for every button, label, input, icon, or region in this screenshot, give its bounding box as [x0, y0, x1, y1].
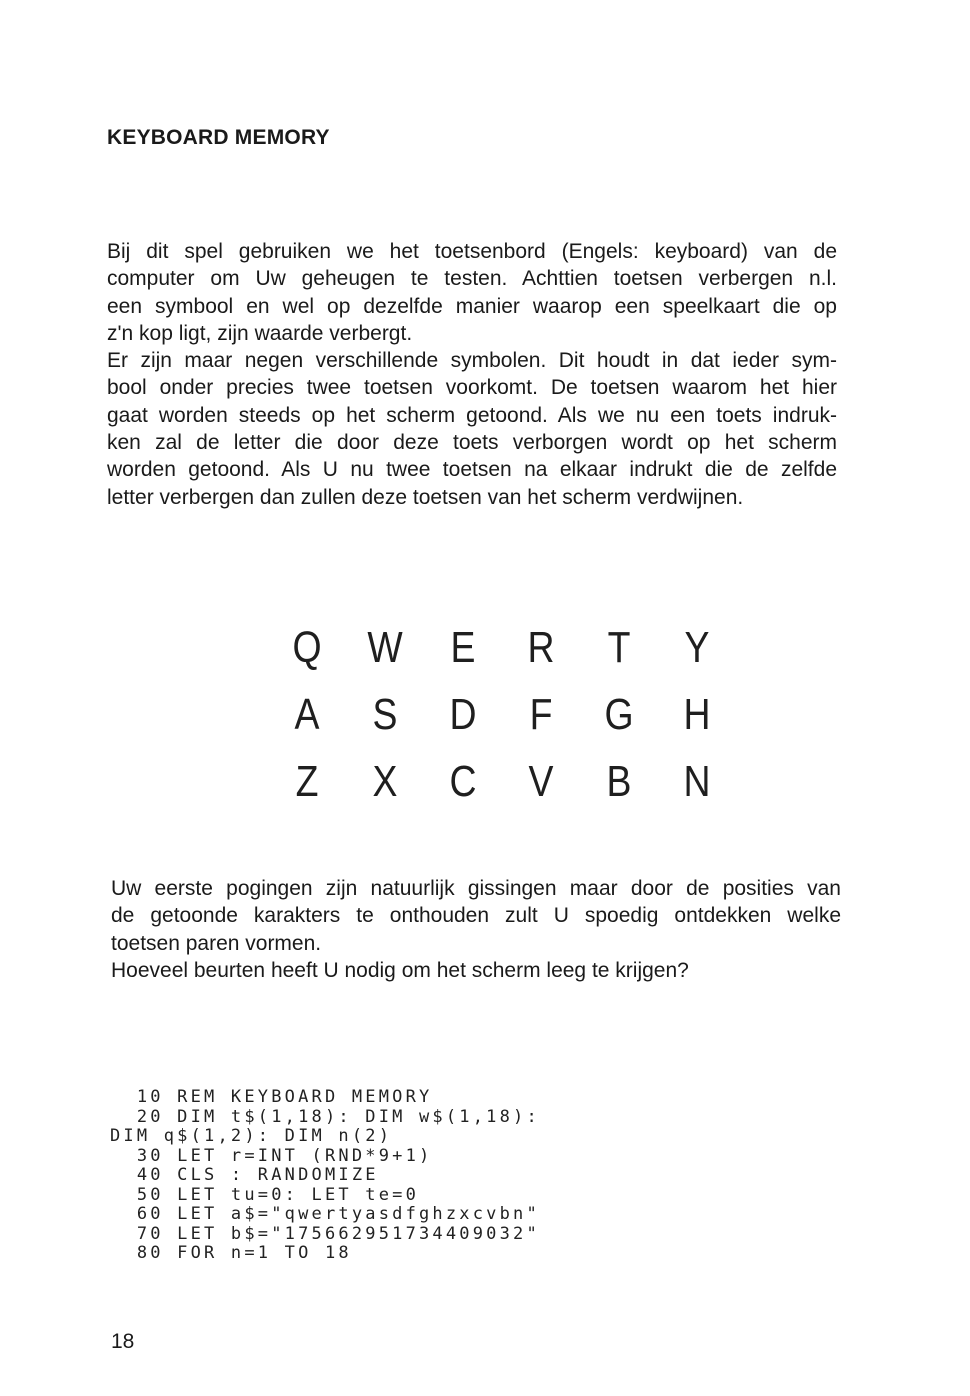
- code-line: DIM q$(1,2): DIM n(2): [110, 1126, 393, 1146]
- key-letter: Z: [295, 757, 319, 806]
- outro-line: de getoonde karakters te onthouden zult U spoedig ontdekken welke: [111, 904, 841, 928]
- intro-line: computer om Uw geheugen te testen. Achttien toetsen verbergen n.l.: [107, 267, 837, 291]
- outro-line: Uw eerste pogingen zijn natuurlijk gissingen maar door de posities van: [111, 877, 841, 900]
- key-letter: B: [606, 757, 632, 806]
- key-letter: R: [527, 623, 555, 672]
- intro-line: worden getoond. Als U nu twee toetsen na elkaar indrukt die de zelfde: [107, 458, 837, 482]
- key-letter: Y: [684, 623, 710, 672]
- code-line: 70 LET b$="175662951734409032": [110, 1223, 540, 1244]
- key-letter: Q: [292, 623, 322, 672]
- section-title: KEYBOARD MEMORY: [107, 126, 330, 149]
- key-letter: X: [372, 757, 398, 806]
- key-letter: N: [683, 757, 711, 806]
- basic-code-listing: [110, 1088, 540, 1264]
- intro-line: gaat worden steeds op het scherm getoond. Als we nu een toets indruk-: [107, 403, 837, 427]
- code-line: 50 LET tu=0: LET te=0: [110, 1184, 420, 1205]
- outro-line: Hoeveel beurten heeft U nodig om het scherm leeg te krijgen?: [111, 958, 689, 982]
- key-letter: A: [294, 690, 320, 739]
- intro-line: z'n kop ligt, zijn waarde verbergt.: [107, 321, 413, 345]
- intro-line: ken zal de letter die door deze toets verborgen wordt op het scherm: [107, 431, 837, 455]
- code-line: 60 LET a$="qwertyasdfghzxcvbn": [110, 1204, 540, 1224]
- key-letter: V: [528, 757, 554, 806]
- intro-line: bool onder precies twee toetsen voorkomt. De toetsen waarom het hier: [107, 376, 837, 400]
- code-line: 20 DIM t$(1,18): DIM w$(1,18):: [110, 1106, 540, 1127]
- code-line: 40 CLS : RANDOMIZE: [110, 1165, 379, 1185]
- key-letter: E: [450, 623, 476, 672]
- key-letter: D: [449, 690, 477, 739]
- page-number: 18: [111, 1330, 135, 1353]
- code-line: 80 FOR n=1 TO 18: [110, 1243, 352, 1263]
- keyboard-grid: [268, 614, 736, 815]
- key-letter: S: [372, 690, 398, 739]
- key-letter: H: [683, 690, 711, 739]
- intro-paragraph: [107, 238, 837, 511]
- intro-line: Er zijn maar negen verschillende symbolen. Dit houdt in dat ieder sym-: [107, 349, 837, 373]
- outro-paragraph: [111, 875, 841, 984]
- key-letter: W: [367, 623, 403, 672]
- key-letter: G: [604, 690, 634, 739]
- key-letter: F: [529, 690, 553, 739]
- outro-line: toetsen paren vormen.: [111, 931, 322, 955]
- intro-line: Bij dit spel gebruiken we het toetsenbord (Engels: keyboard) van de: [107, 240, 837, 263]
- key-letter: T: [607, 623, 631, 672]
- intro-line: letter verbergen dan zullen deze toetsen van het scherm verdwijnen.: [107, 485, 744, 509]
- code-line: 30 LET r=INT (RND*9+1): [110, 1145, 433, 1166]
- key-letter: C: [449, 757, 477, 806]
- code-line: 10 REM KEYBOARD MEMORY: [110, 1087, 433, 1107]
- intro-line: een symbool en wel op dezelfde manier waarop een speelkaart die op: [107, 294, 837, 318]
